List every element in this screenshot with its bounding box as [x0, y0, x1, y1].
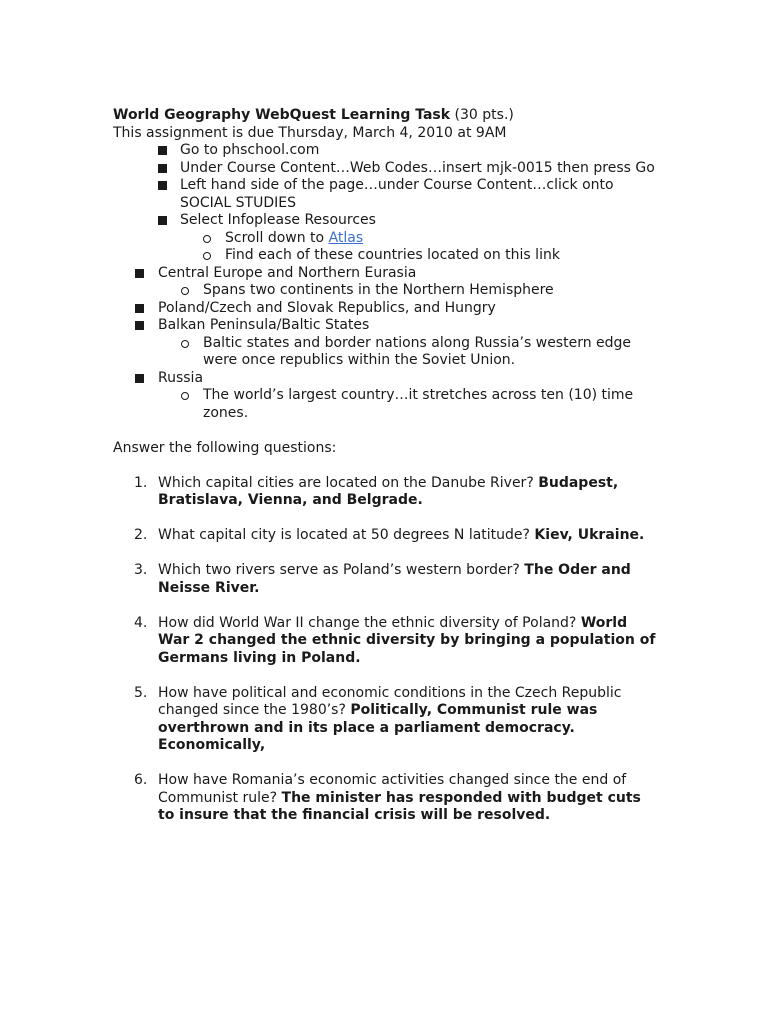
- question-text: Which capital cities are located on the Danube River?: [158, 474, 534, 491]
- answer-text: The Oder and Neisse River.: [158, 562, 631, 596]
- title-points: (30 pts.): [454, 107, 514, 123]
- blank-line: [113, 422, 658, 440]
- square-bullet-icon: [135, 370, 144, 389]
- step-item: [113, 160, 658, 178]
- answer-text: World War 2 changed the ethnic diversity by bringing a population of Germans living in Poland.: [158, 614, 656, 666]
- circle-bullet-icon: [203, 247, 211, 266]
- answer-text: Kiev, Ukraine.: [534, 527, 645, 543]
- question-number: 1.: [134, 474, 148, 491]
- region-item: [113, 300, 658, 318]
- step-text: Left hand side of the page…under Course Content…click onto SOCIAL STUDIES: [180, 177, 614, 211]
- due-date-line: This assignment is due Thursday, March 4, 2010 at 9AM: [113, 124, 507, 141]
- step-text: Under Course Content…Web Codes…insert mjk-0015 then press Go: [180, 159, 655, 176]
- step-item: [113, 212, 658, 230]
- question-number: 3.: [134, 562, 148, 578]
- region-name: Balkan Peninsula/Baltic States: [158, 317, 370, 333]
- region-name: Central Europe and Northern Eurasia: [158, 264, 417, 281]
- substep-item: [113, 230, 658, 248]
- region-note: [113, 335, 658, 370]
- question-number: 5.: [134, 684, 148, 701]
- region-item: [113, 317, 658, 335]
- region-note-text: The world’s largest country…it stretches across ten (10) time zones.: [203, 387, 634, 421]
- substep-text: Scroll down to: [225, 229, 329, 246]
- step-item: [113, 177, 658, 212]
- square-bullet-icon: [135, 265, 144, 284]
- square-bullet-icon: [158, 212, 167, 231]
- step-text: Select Infoplease Resources: [180, 212, 376, 228]
- circle-bullet-icon: [181, 335, 189, 354]
- question-number: 4.: [134, 614, 148, 631]
- question-text: How have Romania’s economic activities changed since the end of Communist rule?: [158, 772, 627, 806]
- region-note: [113, 282, 658, 300]
- region-item: [113, 370, 658, 388]
- step-item: [113, 142, 658, 160]
- region-name: Russia: [158, 369, 204, 386]
- square-bullet-icon: [158, 160, 167, 179]
- square-bullet-icon: [135, 300, 144, 319]
- substep-item: [113, 247, 658, 265]
- step-text: Go to phschool.com: [180, 142, 320, 158]
- region-name: Poland/Czech and Slovak Republics, and Hungry: [158, 299, 496, 316]
- question-text: What capital city is located at 50 degrees N latitude?: [158, 527, 530, 543]
- question-text: How did World War II change the ethnic diversity of Poland?: [158, 614, 577, 631]
- square-bullet-icon: [135, 317, 144, 336]
- answer-text: The minister has responded with budget cuts to insure that the financial crisis will be resolved.: [158, 789, 641, 823]
- question-item: [113, 615, 658, 668]
- document-content: [113, 107, 658, 842]
- answer-text: Budapest, Bratislava, Vienna, and Belgrade.: [158, 474, 619, 508]
- question-item: [113, 475, 658, 510]
- question-text: Which two rivers serve as Poland’s western border?: [158, 562, 520, 578]
- region-note-text: Baltic states and border nations along Russia’s western edge were once republics within the Soviet Union.: [203, 334, 632, 368]
- title-text: World Geography WebQuest Learning Task: [113, 107, 451, 123]
- document-title: [113, 107, 658, 125]
- question-item: [113, 772, 658, 825]
- question-number: 2.: [134, 527, 148, 543]
- circle-bullet-icon: [203, 230, 211, 249]
- question-item: [113, 527, 658, 545]
- circle-bullet-icon: [181, 387, 189, 406]
- region-note-text: Spans two continents in the Northern Hemisphere: [203, 282, 554, 298]
- answer-text: Politically, Communist rule was overthrown and in its place a parliament democracy. Economically,: [158, 702, 598, 753]
- question-text: How have political and economic conditions in the Czech Republic changed since the 1980’s?: [158, 684, 622, 718]
- square-bullet-icon: [158, 142, 167, 161]
- region-note: [113, 387, 658, 422]
- question-item: [113, 562, 658, 597]
- question-number: 6.: [134, 772, 148, 788]
- substep-text: Find each of these countries located on this link: [225, 247, 560, 263]
- circle-bullet-icon: [181, 282, 189, 301]
- square-bullet-icon: [158, 177, 167, 196]
- questions-intro: Answer the following questions:: [113, 439, 337, 456]
- question-item: [113, 685, 658, 755]
- blank-line: [113, 457, 658, 475]
- atlas-link[interactable]: Atlas: [328, 229, 364, 246]
- region-item: [113, 265, 658, 283]
